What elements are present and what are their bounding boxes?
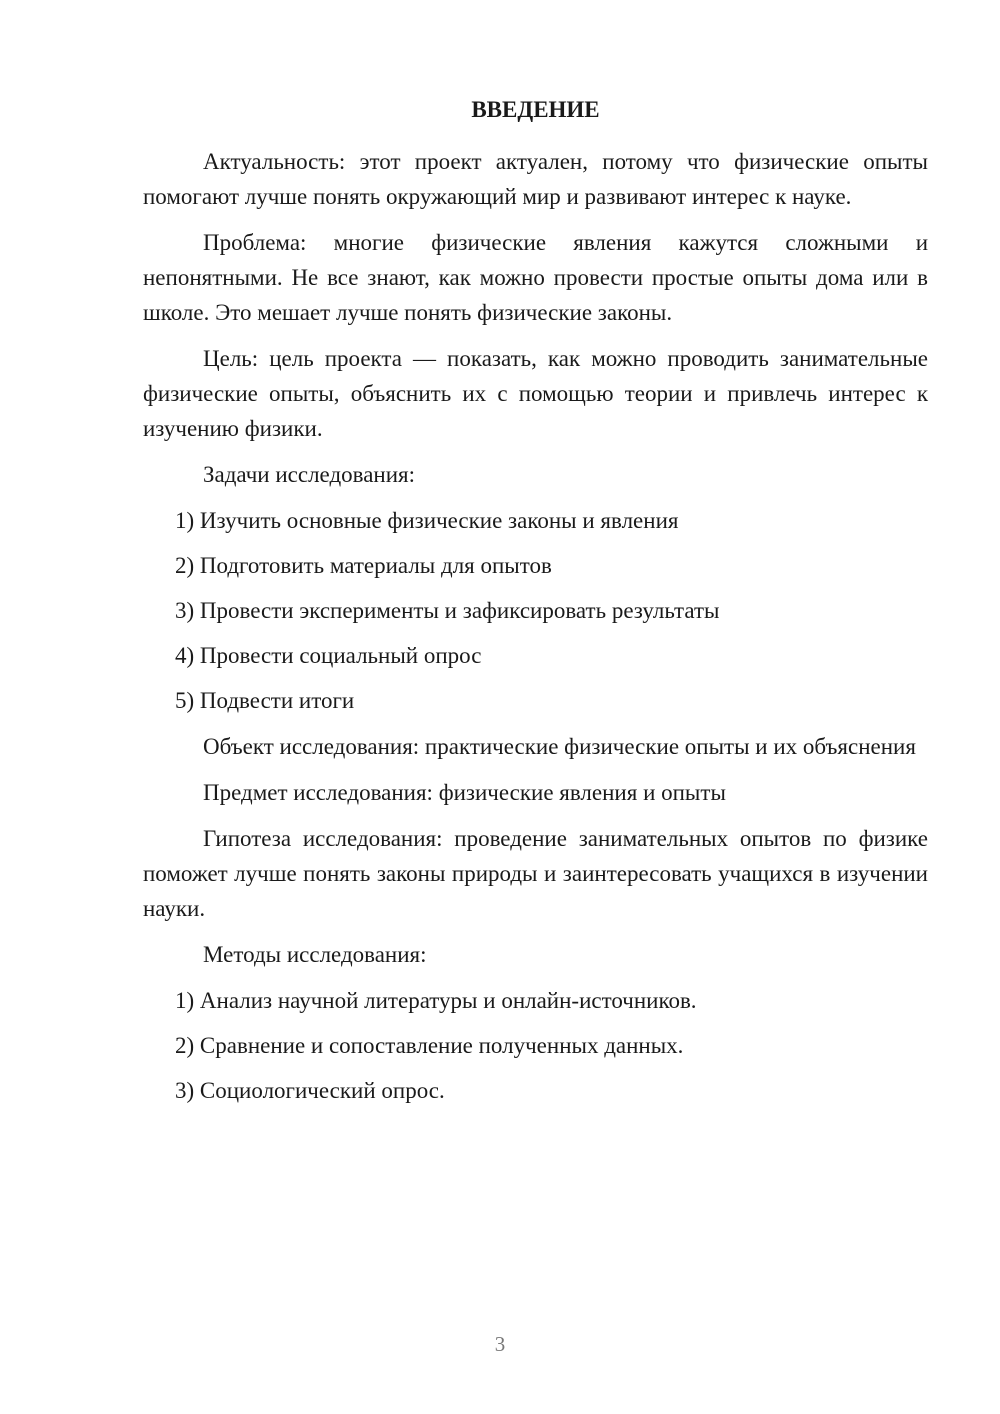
list-item: 3) Социологический опрос. bbox=[175, 1078, 445, 1103]
methods-list bbox=[143, 983, 928, 1108]
list-item: 1) Изучить основные физические законы и явления bbox=[175, 508, 679, 533]
list-item: 4) Провести социальный опрос bbox=[175, 643, 482, 668]
tasks-list bbox=[143, 503, 928, 718]
problem-paragraph: Проблема: многие физические явления кажутся сложными и непонятными. Не все знают, как можно провести простые опыты дома или в школе. Это мешает лучше понять физические законы. bbox=[143, 230, 928, 325]
list-item: 1) Анализ научной литературы и онлайн-источников. bbox=[175, 988, 697, 1013]
list-item: 3) Провести эксперименты и зафиксировать результаты bbox=[175, 598, 720, 623]
list-item: 2) Подготовить материалы для опытов bbox=[175, 553, 552, 578]
page-number: 3 bbox=[494, 1332, 506, 1356]
list-item: 2) Сравнение и сопоставление полученных данных. bbox=[175, 1033, 684, 1058]
page-content bbox=[143, 94, 928, 1119]
hypothesis-paragraph: Гипотеза исследования: проведение занимательных опытов по физике поможет лучше понять законы природы и заинтересовать учащихся в изучении науки. bbox=[143, 826, 928, 921]
page-title: ВВЕДЕНИЕ bbox=[471, 97, 600, 122]
list-item: 5) Подвести итоги bbox=[175, 688, 355, 713]
subject-paragraph: Предмет исследования: физические явления и опыты bbox=[203, 780, 726, 805]
goal-paragraph: Цель: цель проекта — показать, как можно проводить занимательные физические опыты, объяснить их с помощью теории и привлечь интерес к изучению физики. bbox=[143, 346, 928, 441]
relevance-paragraph: Актуальность: этот проект актуален, потому что физические опыты помогают лучше понять окружающий мир и развивают интерес к науке. bbox=[143, 149, 928, 209]
methods-heading: Методы исследования: bbox=[203, 942, 427, 967]
object-paragraph: Объект исследования: практические физические опыты и их объяснения bbox=[203, 734, 916, 759]
tasks-heading: Задачи исследования: bbox=[203, 462, 416, 487]
